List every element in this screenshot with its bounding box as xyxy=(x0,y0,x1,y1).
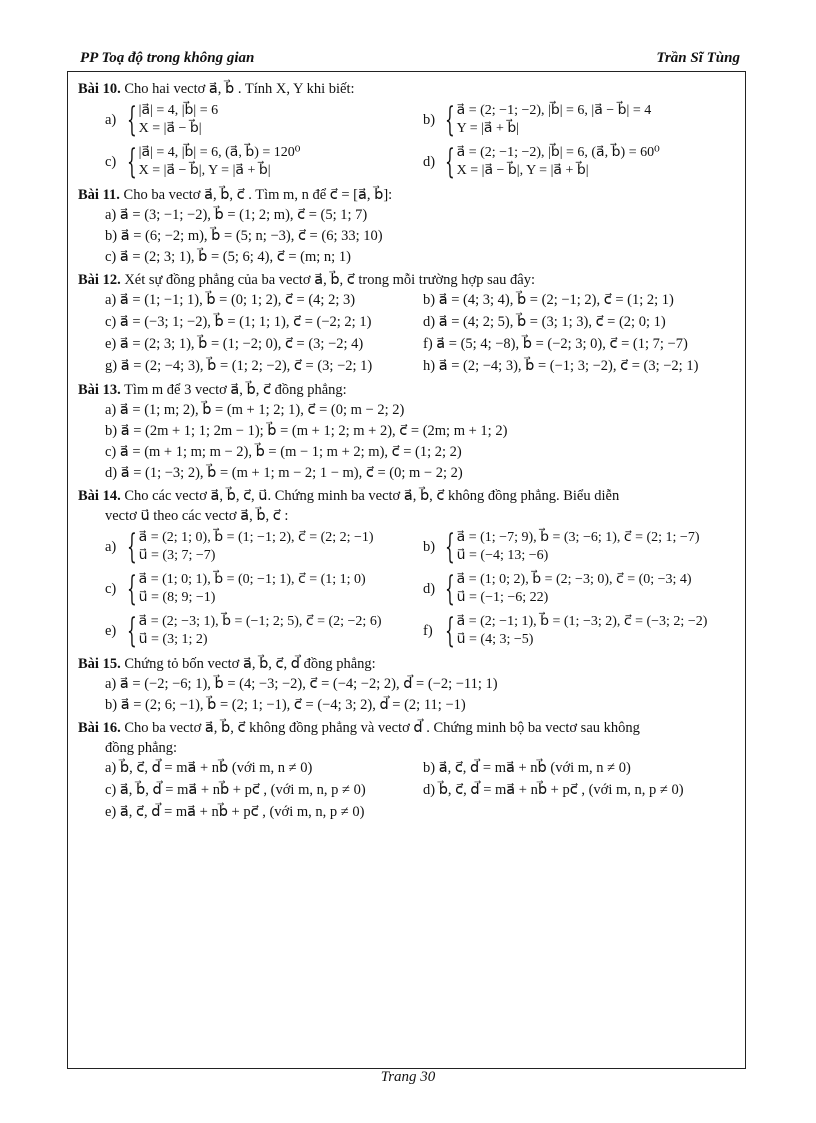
exercise-16 xyxy=(78,718,742,823)
exercise-16-row: a) b⃗, c⃗, d⃗ = ma⃗ + nb⃗ (với m, n ≠ 0) b) a⃗, c⃗, d⃗ = ma⃗ + nb⃗ (với m, n ≠ 0) xyxy=(105,760,631,776)
exercise-13-c: c) a⃗ = (m + 1; m; m − 2), b⃗ = (m − 1; m + 2; m), c⃗ = (1; 2; 2) xyxy=(105,444,462,460)
exercise-12-row: e) a⃗ = (2; 3; 1), b⃗ = (1; −2; 0), c⃗ = (3; −2; 4) f) a⃗ = (5; 4; −8), b⃗ = (−2; 3; 0), c⃗ = (1; 7; −7) xyxy=(105,336,688,352)
exercise-13-d: d) a⃗ = (1; −3; 2), b⃗ = (m + 1; m − 2; 1 − m), c⃗ = (0; m − 2; 2) xyxy=(105,465,463,481)
exercise-13-title: Bài 13. xyxy=(78,382,121,398)
page-content xyxy=(78,77,742,823)
header-right: Trần Sĩ Tùng xyxy=(656,50,740,66)
exercise-13-b: b) a⃗ = (2m + 1; 1; 2m − 1); b⃗ = (m + 1; 2; m + 2), c⃗ = (2m; m + 1; 2) xyxy=(105,423,508,439)
exercise-13-text: Tìm m để 3 vectơ a⃗, b⃗, c⃗ đồng phẳng: xyxy=(120,382,347,398)
page-number: Trang 30 xyxy=(380,1069,436,1085)
exercise-10-c: c) { |a⃗| = 4, |b⃗| = 6, (a⃗, b⃗) = 120⁰ X = |a⃗ − b⃗|, Y = |a⃗ + b⃗| xyxy=(105,142,301,182)
exercise-15-title: Bài 15. xyxy=(78,656,121,672)
exercise-14-c: c) { a⃗ = (1; 0; 1), b⃗ = (0; −1; 1), c⃗ = (1; 1; 0) u⃗ = (8; 9; −1) xyxy=(105,569,366,609)
exercise-13 xyxy=(78,380,742,484)
exercise-16-text: Cho ba vectơ a⃗, b⃗, c⃗ không đồng phẳng và vectơ d⃗ . Chứng minh bộ ba vectơ sau không xyxy=(120,720,640,736)
exercise-11-b: b) a⃗ = (6; −2; m), b⃗ = (5; n; −3), c⃗ = (6; 33; 10) xyxy=(105,228,383,244)
exercise-14 xyxy=(78,486,742,652)
exercise-12 xyxy=(78,270,742,378)
exercise-14-title: Bài 14. xyxy=(78,488,121,504)
exercise-11 xyxy=(78,185,742,268)
exercise-16-text2: đồng phẳng: xyxy=(105,740,178,756)
exercise-14-d: d) { a⃗ = (1; 0; 2), b⃗ = (2; −3; 0), c⃗ = (0; −3; 4) u⃗ = (−1; −6; 22) xyxy=(423,569,692,609)
exercise-15-a: a) a⃗ = (−2; −6; 1), b⃗ = (4; −3; −2), c⃗ = (−4; −2; 2), d⃗ = (−2; −11; 1) xyxy=(105,676,498,692)
exercise-15-text: Chứng tỏ bốn vectơ a⃗, b⃗, c⃗, d⃗ đồng phẳng: xyxy=(120,656,376,672)
page-header xyxy=(80,50,740,68)
exercise-15 xyxy=(78,654,742,716)
exercise-14-e: e) { a⃗ = (2; −3; 1), b⃗ = (−1; 2; 5), c⃗ = (2; −2; 6) u⃗ = (3; 1; 2) xyxy=(105,611,382,651)
exercise-16-title: Bài 16. xyxy=(78,720,121,736)
exercise-12-row: g) a⃗ = (2; −4; 3), b⃗ = (1; 2; −2), c⃗ = (3; −2; 1) h) a⃗ = (2; −4; 3), b⃗ = (−1; 3; −2), c⃗ = (3; −2; 1) xyxy=(105,358,699,374)
exercise-10-text: Cho hai vectơ a⃗, b⃗ . Tính X, Y khi biết: xyxy=(120,81,355,97)
exercise-11-title: Bài 11. xyxy=(78,187,120,203)
exercise-16-row: c) a⃗, b⃗, d⃗ = ma⃗ + nb⃗ + pc⃗ , (với m, n, p ≠ 0) d) b⃗, c⃗, d⃗ = ma⃗ + nb⃗ + pc⃗ , (với m, n, p ≠ 0) xyxy=(105,782,684,798)
exercise-10-a: a) { |a⃗| = 4, |b⃗| = 6 X = |a⃗ − b⃗| xyxy=(105,100,219,140)
exercise-11-c: c) a⃗ = (2; 3; 1), b⃗ = (5; 6; 4), c⃗ = (m; n; 1) xyxy=(105,249,351,265)
exercise-14-text2: vectơ u⃗ theo các vectơ a⃗, b⃗, c⃗ : xyxy=(105,508,289,524)
exercise-13-a: a) a⃗ = (1; m; 2), b⃗ = (m + 1; 2; 1), c⃗ = (0; m − 2; 2) xyxy=(105,402,405,418)
exercise-14-f: f) { a⃗ = (2; −1; 1), b⃗ = (1; −3; 2), c⃗ = (−3; 2; −2) u⃗ = (4; 3; −5) xyxy=(423,611,708,651)
exercise-12-row: a) a⃗ = (1; −1; 1), b⃗ = (0; 1; 2), c⃗ = (4; 2; 3) b) a⃗ = (4; 3; 4), b⃗ = (2; −1; 2), c⃗ = (1; 2; 1) xyxy=(105,292,674,308)
exercise-14-text: Cho các vectơ a⃗, b⃗, c⃗, u⃗. Chứng minh ba vectơ a⃗, b⃗, c⃗ không đồng phẳng. Biểu diễn xyxy=(120,488,620,504)
exercise-16-e: e) a⃗, c⃗, d⃗ = ma⃗ + nb⃗ + pc⃗ , (với m, n, p ≠ 0) xyxy=(105,804,365,820)
exercise-14-b: b) { a⃗ = (1; −7; 9), b⃗ = (3; −6; 1), c⃗ = (2; 1; −7) u⃗ = (−4; 13; −6) xyxy=(423,527,700,567)
header-left: PP Toạ độ trong không gian xyxy=(80,50,255,66)
exercise-11-a: a) a⃗ = (3; −1; −2), b⃗ = (1; 2; m), c⃗ = (5; 1; 7) xyxy=(105,207,368,223)
exercise-11-text: Cho ba vectơ a⃗, b⃗, c⃗ . Tìm m, n để c⃗ = [a⃗, b⃗]: xyxy=(119,187,393,203)
exercise-10-b: b) { a⃗ = (2; −1; −2), |b⃗| = 6, |a⃗ − b⃗| = 4 Y = |a⃗ + b⃗| xyxy=(423,100,652,140)
exercise-12-title: Bài 12. xyxy=(78,272,121,288)
exercise-12-row: c) a⃗ = (−3; 1; −2), b⃗ = (1; 1; 1), c⃗ = (−2; 2; 1) d) a⃗ = (4; 2; 5), b⃗ = (3; 1; 3), c⃗ = (2; 0; 1) xyxy=(105,314,666,330)
exercise-10-title: Bài 10. xyxy=(78,81,121,97)
exercise-15-b: b) a⃗ = (2; 6; −1), b⃗ = (2; 1; −1), c⃗ = (−4; 3; 2), d⃗ = (2; 11; −1) xyxy=(105,697,466,713)
exercise-12-text: Xét sự đồng phẳng của ba vectơ a⃗, b⃗, c⃗ trong mỗi trường hợp sau đây: xyxy=(120,272,536,288)
exercise-10-d: d) { a⃗ = (2; −1; −2), |b⃗| = 6, (a⃗, b⃗) = 60⁰ X = |a⃗ − b⃗|, Y = |a⃗ + b⃗| xyxy=(423,142,660,182)
exercise-14-a: a) { a⃗ = (2; 1; 0), b⃗ = (1; −1; 2), c⃗ = (2; 2; −1) u⃗ = (3; 7; −7) xyxy=(105,527,374,567)
exercise-10 xyxy=(78,79,742,183)
